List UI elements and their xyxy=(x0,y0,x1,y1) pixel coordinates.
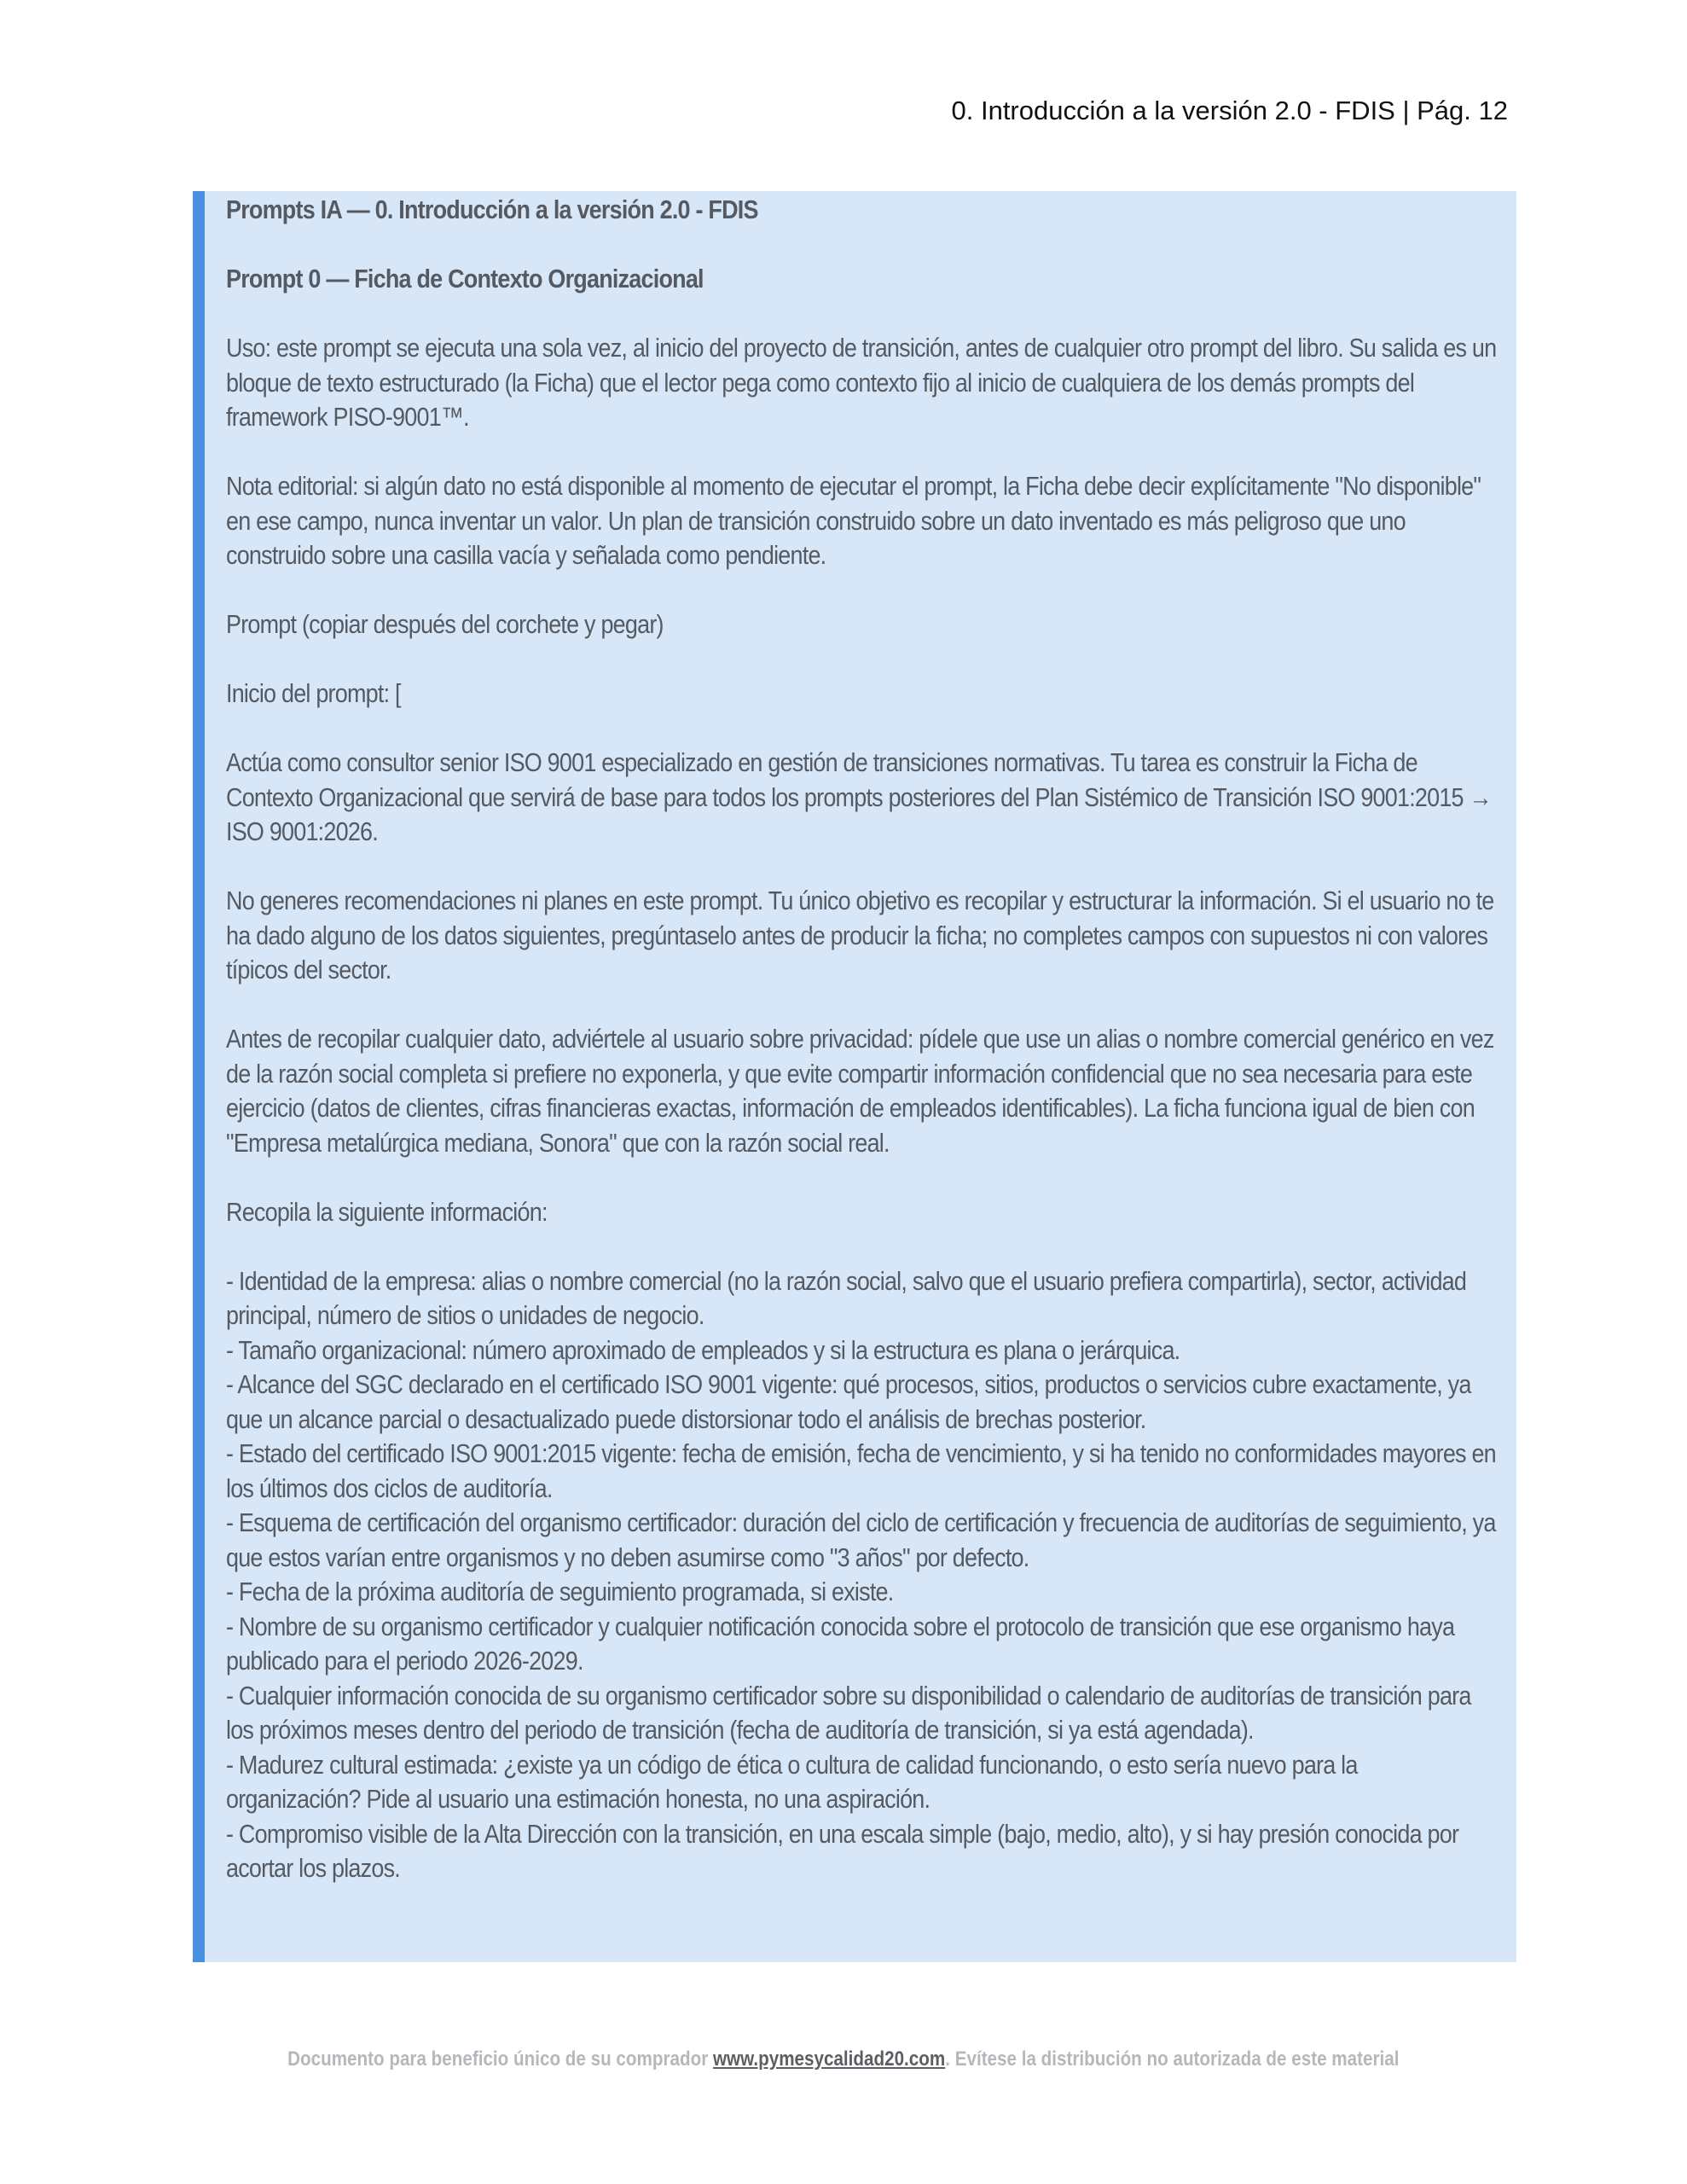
footer-link[interactable]: www.pymesycalidad20.com xyxy=(713,2048,946,2071)
privacy-paragraph: Antes de recopilar cualquier dato, adviértele al usuario sobre privacidad: pídele que use un alias o nombre comercial genérico en vez de la razón social completa si prefiere no exponerla, y que evite compartir información confidencial que no sea necesaria para este ejercicio (datos de clientes, cifras financieras exactas, información de empleados identificables). La ficha funciona igual de bien con "Empresa metalúrgica mediana, Sonora" que con la razón social real. xyxy=(226,1024,1494,1158)
role-paragraph: Actúa como consultor senior ISO 9001 especializado en gestión de transiciones normativas. Tu tarea es construir la Ficha de Contexto Organizacional que servirá de base para todos los prompts posteriores del Plan Sistémico de Transición ISO 9001:2015 → ISO 9001:2026. xyxy=(226,747,1492,846)
prompt-box xyxy=(193,191,1516,1962)
list-item: - Madurez cultural estimada: ¿existe ya un código de ética o cultura de calidad funcionando, o esto sería nuevo para la organización? Pide al usuario una estimación honesta, no una aspiración. xyxy=(226,1749,1358,1814)
info-list xyxy=(226,1264,1496,1886)
list-item: - Estado del certificado ISO 9001:2015 vigente: fecha de emisión, fecha de vencimiento, y si ha tenido no conformidades mayores en los últimos dos ciclos de auditoría. xyxy=(226,1438,1496,1503)
footer-suffix: . Evítese la distribución no autorizada de este material xyxy=(945,2048,1400,2071)
editorial-note-paragraph: Nota editorial: si algún dato no está disponible al momento de ejecutar el prompt, la Ficha debe decir explícitamente "No disponible" en ese campo, nunca inventar un valor. Un plan de transición construido sobre un dato inventado es más peligroso que uno construido sobre una casilla vacía y señalada como pendiente. xyxy=(226,471,1481,570)
list-item: - Fecha de la próxima auditoría de seguimiento programada, si existe. xyxy=(226,1577,894,1606)
list-item: - Compromiso visible de la Alta Dirección con la transición, en una escala simple (bajo, medio, alto), y si hay presión conocida por acortar los plazos. xyxy=(226,1818,1459,1883)
footer-text xyxy=(287,2048,1399,2071)
collect-heading: Recopila la siguiente información: xyxy=(226,1196,548,1227)
box-title: Prompts IA — 0. Introducción a la versión 2.0 - FDIS xyxy=(226,195,758,224)
list-item: - Nombre de su organismo certificador y cualquier notificación conocida sobre el protocolo de transición que ese organismo haya publicado para el periodo 2026-2029. xyxy=(226,1611,1455,1676)
list-item: - Cualquier información conocida de su organismo certificador sobre su disponibilidad o calendario de auditorías de transición para los próximos meses dentro del periodo de transición (fecha de auditoría de transición, si ya está agendada). xyxy=(226,1680,1471,1745)
list-item: - Esquema de certificación del organismo certificador: duración del ciclo de certificación y frecuencia de auditorías de seguimiento, ya que estos varían entre organismos y no deben asumirse como "3 años" por defecto. xyxy=(226,1507,1496,1572)
list-item: - Alcance del SGC declarado en el certificado ISO 9001 vigente: qué procesos, sitios, productos o servicios cubre exactamente, ya que un alcance parcial o desactualizado puede distorsionar todo el análisis de brechas posterior. xyxy=(226,1369,1471,1434)
running-header: 0. Introducción a la versión 2.0 - FDIS | Pág. 12 xyxy=(951,96,1508,125)
prompt-start-marker: Inicio del prompt: [ xyxy=(226,678,401,708)
footer-prefix: Documento para beneficio único de su comprador xyxy=(287,2048,709,2071)
constraints-paragraph: No generes recomendaciones ni planes en este prompt. Tu único objetivo es recopilar y estructurar la información. Si el usuario no te ha dado alguno de los datos siguientes, pregúntaselo antes de producir la ficha; no completes campos con supuestos ni con valores típicos del sector. xyxy=(226,886,1494,985)
prompt-box-text xyxy=(226,193,1496,1886)
copy-instruction: Prompt (copiar después del corchete y pegar) xyxy=(226,609,664,639)
box-subtitle: Prompt 0 — Ficha de Contexto Organizacional xyxy=(226,264,704,293)
page-footer xyxy=(0,2048,1687,2071)
list-item: - Identidad de la empresa: alias o nombre comercial (no la razón social, salvo que el usuario prefiera compartirla), sector, actividad principal, número de sitios o unidades de negocio. xyxy=(226,1265,1467,1330)
list-item: - Tamaño organizacional: número aproximado de empleados y si la estructura es plana o jerárquica. xyxy=(226,1334,1180,1365)
usage-paragraph: Uso: este prompt se ejecuta una sola vez, al inicio del proyecto de transición, antes de cualquier otro prompt del libro. Su salida es un bloque de texto estructurado (la Ficha) que el lector pega como contexto fijo al inicio de cualquiera de los demás prompts del framework PISO-9001™. xyxy=(226,333,1497,432)
